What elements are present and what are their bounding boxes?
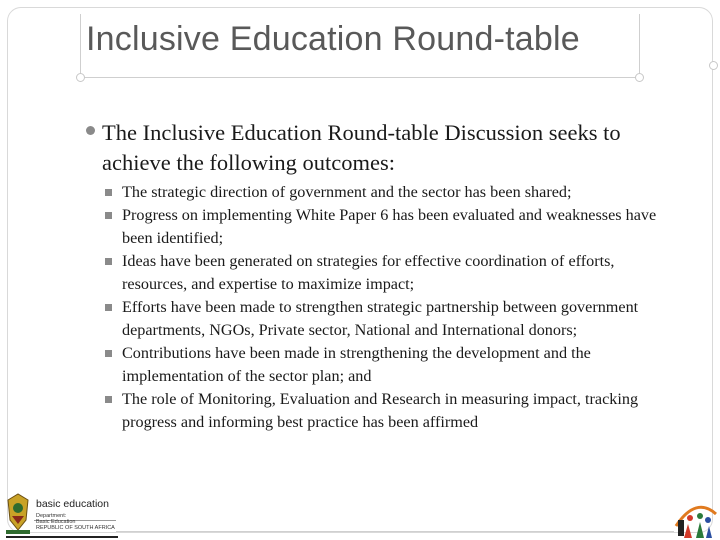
intro-text: The Inclusive Education Round-table Discussion seeks to achieve the following outcomes: [102, 120, 621, 175]
list-item-text: The strategic direction of government and the sector has been shared; [122, 183, 572, 201]
list-item-text: Contributions have been made in strengthening the development and the implementation of the sector plan; and [122, 344, 591, 385]
logo-sub-line: Department: [36, 513, 67, 519]
square-bullet-icon [105, 304, 112, 311]
partner-logo-icon [672, 496, 720, 540]
logo-subtitle [36, 513, 115, 532]
logo-title: basic education [36, 498, 109, 510]
square-bullet-icon [105, 189, 112, 196]
logo-sub-line: REPUBLIC OF SOUTH AFRICA [36, 525, 115, 532]
title-box-corner-dot [635, 73, 644, 82]
slide-title: Inclusive Education Round-table [86, 20, 580, 58]
square-bullet-icon [105, 258, 112, 265]
outcomes-list [103, 181, 683, 434]
bullet-dot-icon [86, 126, 95, 135]
footer-divider [116, 531, 674, 532]
list-item [103, 388, 683, 434]
square-bullet-icon [105, 212, 112, 219]
list-item [103, 204, 683, 250]
list-item-text: The role of Monitoring, Evaluation and Research in measuring impact, tracking progress and informing best practice has been affirmed [122, 390, 639, 431]
title-box-corner-dot [76, 73, 85, 82]
square-bullet-icon [105, 350, 112, 357]
list-item [103, 250, 683, 296]
list-item-text: Progress on implementing White Paper 6 has been evaluated and weaknesses have been identified; [122, 206, 657, 247]
list-item [103, 296, 683, 342]
logo-sub-line: Basic Education [36, 519, 76, 526]
list-item-text: Ideas have been generated on strategies for effective coordination of efforts, resources, and expertise to maximize impact; [122, 252, 615, 293]
list-item-text: Efforts have been made to strengthen strategic partnership between government departments, NGOs, Private sector, National and International donors; [122, 298, 639, 339]
frame-corner-dot [709, 61, 718, 70]
list-item [103, 181, 683, 204]
list-item [103, 342, 683, 388]
square-bullet-icon [105, 396, 112, 403]
